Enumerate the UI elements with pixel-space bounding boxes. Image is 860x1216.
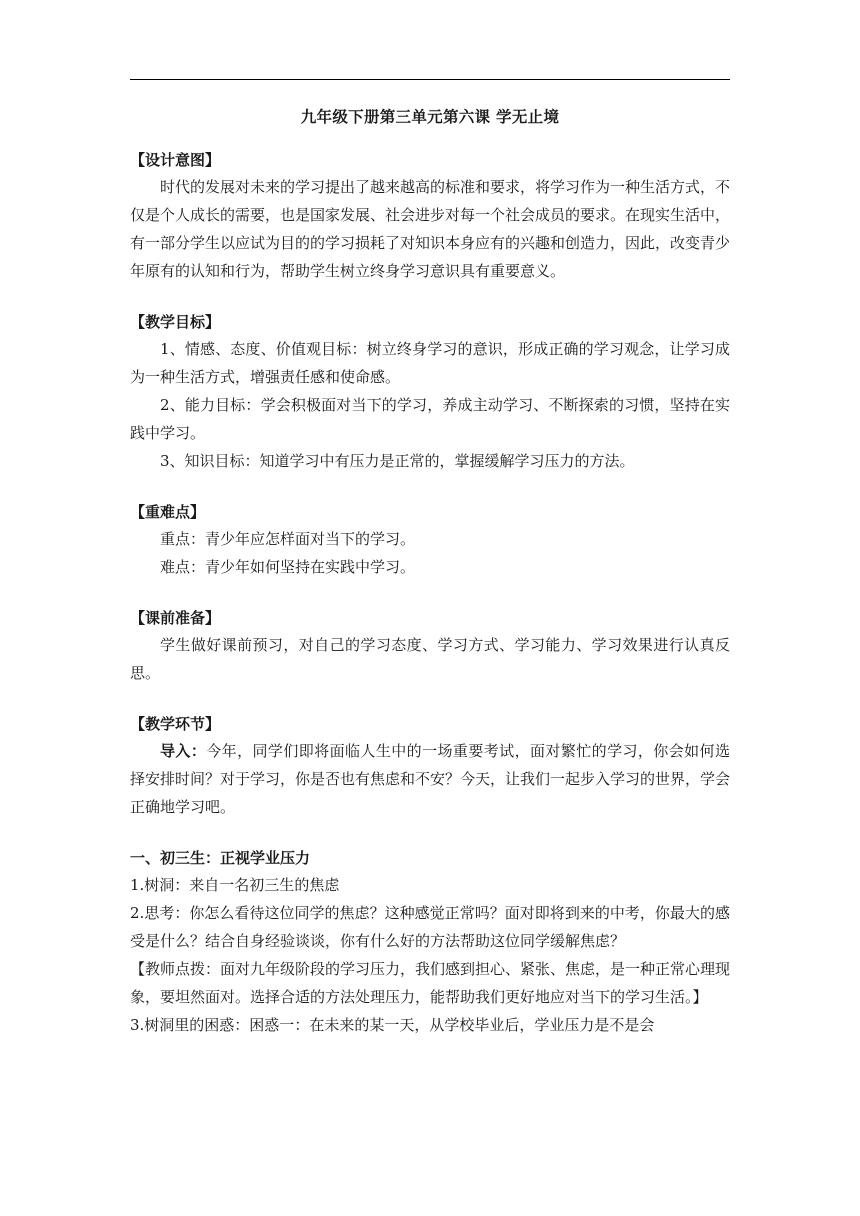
section-part1 (130, 845, 730, 1039)
document-page (130, 103, 730, 1039)
intro-label: 导入： (160, 742, 207, 760)
section-keypoints (130, 499, 730, 581)
section-steps (130, 711, 730, 821)
list-item: 1、情感、态度、价值观目标：树立终身学习的意识，形成正确的学习观念，让学习成为一种生活方式，增强责任感和使命感。 (130, 340, 730, 386)
list-item: 难点：青少年如何坚持在实践中学习。 (160, 558, 416, 576)
list-item: 3、知识目标：知道学习中有压力是正常的，掌握缓解学习压力的方法。 (160, 452, 635, 470)
list-item: 【教师点拨：面对九年级阶段的学习压力，我们感到担心、紧张、焦虑，是一种正常心理现象，要坦然面对。选择合适的方法处理压力，能帮助我们更好地应对当下的学习生活。】 (130, 960, 731, 1006)
section-heading: 【教学环节】 (130, 715, 221, 733)
list-item: 2.思考：你怎么看待这位同学的焦虑？这种感觉正常吗？面对即将到来的中考，你最大的感受是什么？结合自身经验谈谈，你有什么好的方法帮助这位同学缓解焦虑？ (130, 904, 730, 950)
list-item: 1.树洞：来自一名初三生的焦虑 (130, 876, 340, 894)
list-item: 3.树洞里的困惑：困惑一：在未来的某一天，从学校毕业后，学业压力是不是会 (130, 1016, 655, 1034)
document-title: 九年级下册第三单元第六课 学无止境 (300, 108, 560, 126)
header-rule (130, 79, 730, 80)
list-item: 2、能力目标：学会积极面对当下的学习，养成主动学习、不断探索的习惯，坚持在实践中学习。 (130, 396, 730, 442)
section-heading: 【教学目标】 (130, 313, 221, 331)
section-heading: 【课前准备】 (130, 609, 221, 627)
paragraph: 时代的发展对未来的学习提出了越来越高的标准和要求，将学习作为一种生活方式，不仅是个人成长的需要，也是国家发展、社会进步对每一个社会成员的要求。在现实生活中，有一部分学生以应试为目的的学习损耗了对知识本身应有的兴趣和创造力，因此，改变青少年原有的认知和行为，帮助学生树立终身学习意识具有重要意义。 (130, 178, 731, 280)
intro-text: 今年，同学们即将面临人生中的一场重要考试，面对繁忙的学习，你会如何选择安排时间？对于学习，你是否也有焦虑和不安？今天，让我们一起步入学习的世界，学会正确地学习吧。 (130, 742, 731, 816)
paragraph: 学生做好课前预习，对自己的学习态度、学习方式、学习能力、学习效果进行认真反思。 (130, 636, 730, 682)
list-item: 重点：青少年应怎样面对当下的学习。 (160, 530, 416, 548)
section-heading: 一、初三生：正视学业压力 (130, 849, 311, 867)
section-prep (130, 605, 730, 687)
section-heading: 【设计意图】 (130, 151, 221, 169)
section-heading: 【重难点】 (130, 503, 206, 521)
paragraph (130, 737, 730, 821)
section-design (130, 147, 730, 285)
section-goals (130, 309, 730, 475)
